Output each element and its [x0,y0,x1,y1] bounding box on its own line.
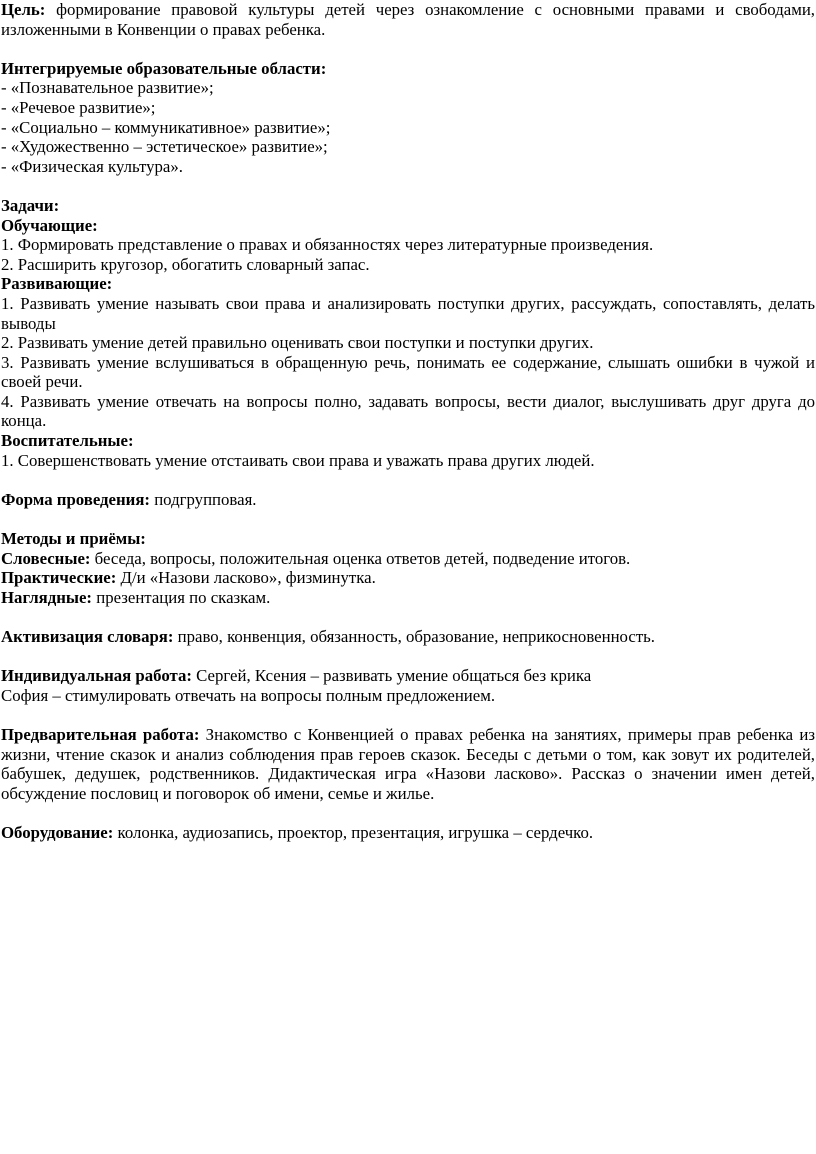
areas-section [1,59,815,177]
form-line [1,490,815,510]
verbal-label: Словесные: [1,548,91,568]
preliminary-paragraph [1,725,815,803]
individual-line [1,666,815,686]
developing-item: 1. Развивать умение называть свои права и анализировать поступки других, рассуждать, сопоставлять, делать выводы [1,293,815,333]
preliminary-text: Знакомство с Конвенцией о правах ребенка на занятиях, примеры прав ребенка из жизни, чтение сказок и анализ соблюдения прав героев сказок. Беседы с детьми о том, как зовут их родителей, бабушек, дедушек, родственников. Дидактическая игра «Назови ласково». Рассказ о значении имен детей, обсуждение пословиц и поговорок об имени, семье и жилье. [1,724,815,803]
visual-text: презентация по сказкам. [92,587,271,607]
areas-item: - «Познавательное развитие»; [1,78,214,98]
spacer [1,509,815,529]
vocabulary-line [1,627,815,647]
equipment-line [1,823,815,843]
practical-label: Практические: [1,568,117,588]
developing-heading: Развивающие: [1,274,113,294]
tasks-section [1,196,815,470]
developing-item: 2. Развивать умение детей правильно оценивать свои поступки и поступки других. [1,333,594,353]
teaching-heading: Обучающие: [1,215,98,235]
goal-text: формирование правовой культуры детей через ознакомление с основными правами и свободами, изложенными в Конвенции о правах ребенка. [1,0,815,39]
teaching-item: 1. Формировать представление о правах и обязанностях через литературные произведения. [1,235,654,255]
developing-item: 4. Развивать умение отвечать на вопросы полно, задавать вопросы, вести диалог, выслушивать друг друга до конца. [1,391,815,431]
areas-item: - «Речевое развитие»; [1,97,156,117]
spacer [1,705,815,725]
spacer [1,39,815,59]
individual-section [1,666,815,705]
methods-heading: Методы и приёмы: [1,529,146,549]
methods-verbal [1,549,815,569]
equipment-label: Оборудование: [1,822,114,842]
document-page [1,0,815,843]
educational-heading: Воспитательные: [1,431,134,451]
areas-item: - «Социально – коммуникативное» развитие»; [1,117,331,137]
areas-heading: Интегрируемые образовательные области: [1,58,327,78]
practical-text: Д/и «Назови ласково», физминутка. [116,568,376,588]
developing-item: 3. Развивать умение вслушиваться в обращенную речь, понимать ее содержание, слышать ошибки в чужой и своей речи. [1,352,815,392]
spacer [1,176,815,196]
goal-label: Цель: [1,0,46,19]
spacer [1,470,815,490]
vocabulary-text: право, конвенция, обязанность, образование, неприкосновенность. [173,627,655,646]
teaching-item: 2. Расширить кругозор, обогатить словарный запас. [1,254,370,274]
form-text: подгрупповая. [150,489,257,509]
visual-label: Наглядные: [1,587,93,607]
vocabulary-label: Активизация словаря: [1,627,174,646]
methods-section [1,529,815,607]
goal-paragraph [1,0,815,39]
areas-item: - «Физическая культура». [1,156,183,176]
spacer [1,607,815,627]
verbal-text: беседа, вопросы, положительная оценка ответов детей, подведение итогов. [90,548,631,568]
preliminary-label: Предварительная работа: [1,724,200,744]
form-label: Форма проведения: [1,489,150,509]
spacer [1,803,815,823]
individual-label: Индивидуальная работа: [1,666,192,686]
areas-item: - «Художественно – эстетическое» развитие»; [1,137,328,157]
equipment-text: колонка, аудиозапись, проектор, презентация, игрушка – сердечко. [113,822,594,842]
methods-visual [1,588,815,608]
individual-text: Сергей, Ксения – развивать умение общаться без крика [191,666,592,686]
methods-practical [1,568,815,588]
tasks-heading: Задачи: [1,195,60,215]
educational-item: 1. Совершенствовать умение отстаивать свои права и уважать права других людей. [1,450,595,470]
spacer [1,647,815,667]
individual-line-2: София – стимулировать отвечать на вопросы полным предложением. [1,685,496,705]
